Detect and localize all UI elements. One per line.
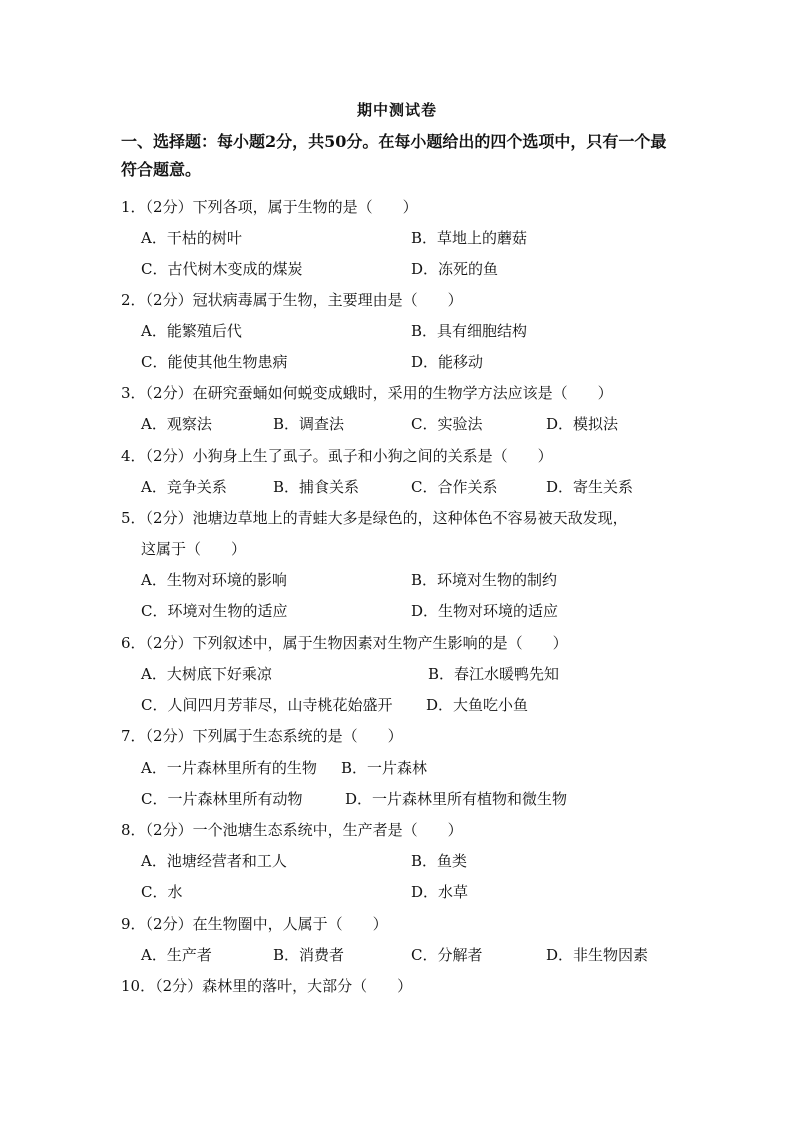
option-c: C．分解者 <box>411 946 483 964</box>
question-5-stem-line-2: 这属于（ ） <box>141 540 247 558</box>
question-10-stem: 10．（2分）森林里的落叶，大部分（ ） <box>121 977 413 995</box>
option-d: D．寄生关系 <box>546 478 634 496</box>
option-a: A．一片森林里所有的生物 <box>141 759 317 777</box>
option-b: B．消费者 <box>273 946 345 964</box>
question-6-stem: 6．（2分）下列叙述中，属于生物因素对生物产生影响的是（ ） <box>121 634 568 652</box>
option-a: A．池塘经营者和工人 <box>141 852 287 870</box>
option-a: A．干枯的树叶 <box>141 229 242 247</box>
option-a: A．竞争关系 <box>141 478 227 496</box>
option-c: C．一片森林里所有动物 <box>141 790 303 808</box>
option-c: C．人间四月芳菲尽，山寺桃花始盛开 <box>141 696 393 714</box>
question-5-stem: 5．（2分）池塘边草地上的青蛙大多是绿色的，这种体色不容易被天敌发现， <box>121 509 628 527</box>
option-b: B．具有细胞结构 <box>411 322 528 340</box>
option-c: C．实验法 <box>411 415 483 433</box>
option-d: D．一片森林里所有植物和微生物 <box>345 790 568 808</box>
option-c: C．古代树木变成的煤炭 <box>141 260 303 278</box>
question-8-stem: 8．（2分）一个池塘生态系统中，生产者是（ ） <box>121 821 463 839</box>
option-d: D．水草 <box>411 883 469 901</box>
option-d: D．能移动 <box>411 353 484 371</box>
question-3-stem: 3．（2分）在研究蚕蛹如何蜕变成蛾时，采用的生物学方法应该是（ ） <box>121 384 613 402</box>
option-d: D．模拟法 <box>546 415 619 433</box>
question-1-stem: 1．（2分）下列各项，属于生物的是（ ） <box>121 198 418 216</box>
option-d: D．生物对环境的适应 <box>411 602 559 620</box>
option-a: A．生产者 <box>141 946 212 964</box>
option-b: B．鱼类 <box>411 852 468 870</box>
option-a: A．能繁殖后代 <box>141 322 242 340</box>
option-c: C．能使其他生物患病 <box>141 353 288 371</box>
option-b: B．一片森林 <box>341 759 428 777</box>
option-b: B．春江水暖鸭先知 <box>428 665 560 683</box>
question-7-stem: 7．（2分）下列属于生态系统的是（ ） <box>121 727 403 745</box>
option-a: A．大树底下好乘凉 <box>141 665 272 683</box>
option-b: B．调查法 <box>273 415 345 433</box>
option-d: D．冻死的鱼 <box>411 260 499 278</box>
question-2-stem: 2．（2分）冠状病毒属于生物，主要理由是（ ） <box>121 291 463 309</box>
option-b: B．草地上的蘑菇 <box>411 229 528 247</box>
option-b: B．捕食关系 <box>273 478 360 496</box>
section-heading: 一、选择题：每小题2分，共50分。在每小题给出的四个选项中，只有一个最符合题意。 <box>121 132 667 179</box>
option-d: D．非生物因素 <box>546 946 649 964</box>
option-d: D．大鱼吃小鱼 <box>426 696 529 714</box>
option-a: A．观察法 <box>141 415 212 433</box>
question-9-stem: 9．（2分）在生物圈中，人属于（ ） <box>121 915 388 933</box>
option-c: C．环境对生物的适应 <box>141 602 288 620</box>
option-a: A．生物对环境的影响 <box>141 571 287 589</box>
question-4-stem: 4．（2分）小狗身上生了虱子。虱子和小狗之间的关系是（ ） <box>121 447 553 465</box>
option-c: C．水 <box>141 883 183 901</box>
option-c: C．合作关系 <box>411 478 498 496</box>
option-b: B．环境对生物的制约 <box>411 571 558 589</box>
page-title: 期中测试卷 <box>356 101 437 119</box>
